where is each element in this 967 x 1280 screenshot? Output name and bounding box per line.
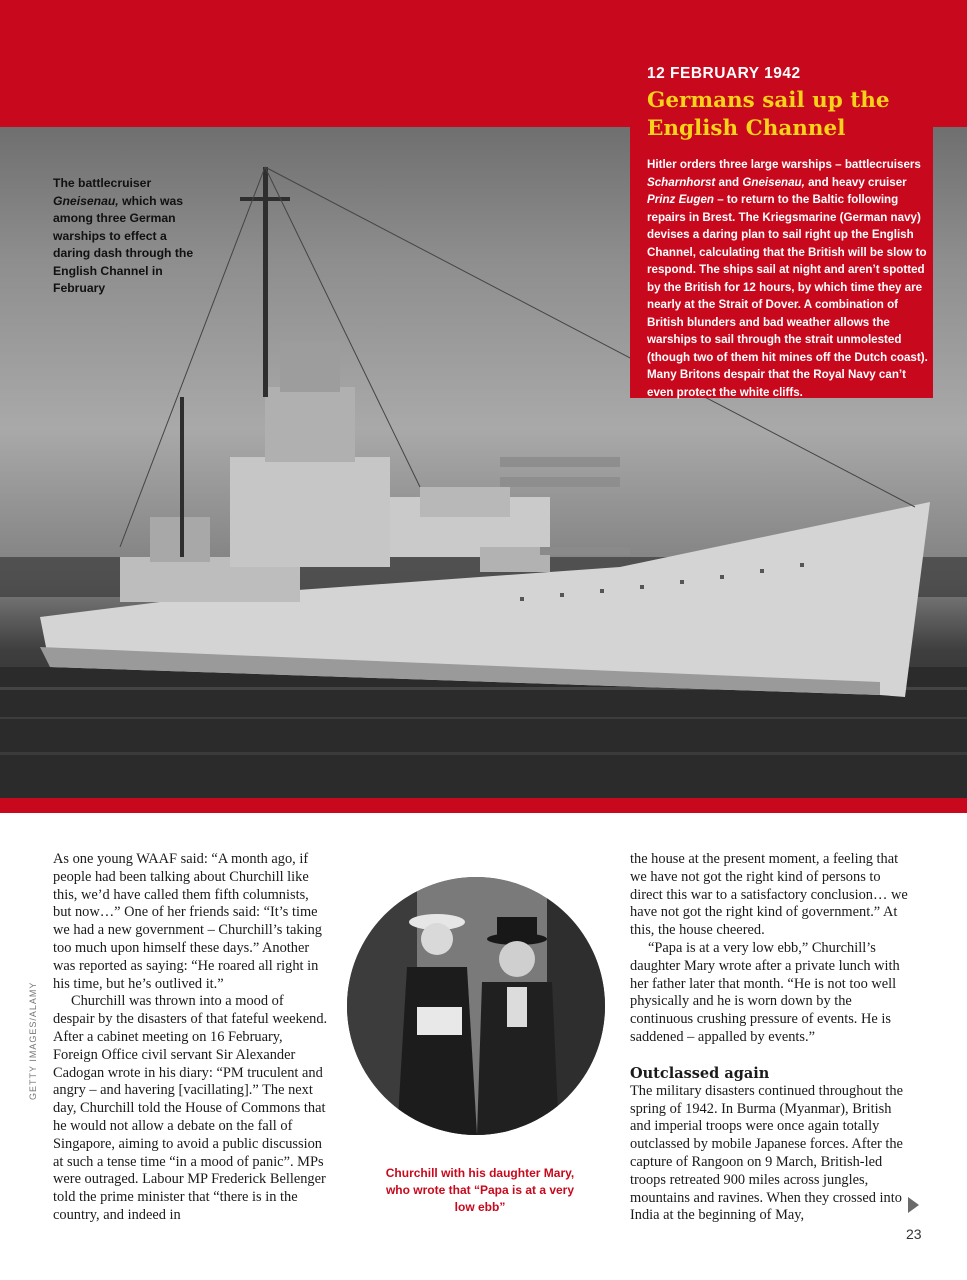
timeline-sidebar (630, 55, 933, 398)
body-paragraph: Churchill was thrown into a mood of despair by the disasters of that fateful weekend. After a cabinet meeting on 16 February, Foreign Office civil servant Sir Alexander Cadogan wrote in his diary: “PM truculent and angry – and havering [vacillating].” The next day, Churchill told the House of Commons that he would not allow a debate on the fall of Singapore, aiming to avoid a public discussion at such a tense time “in a mood of panic”. MPs were outraged. Labour MP Frederick Bellenger told the prime minister that “there is in the country, and indeed in (53, 993, 328, 1223)
right-column (630, 851, 910, 1225)
churchill-portrait (347, 877, 605, 1135)
body-paragraph: The military disasters continued throughout the spring of 1942. In Burma (Myanmar), British and imperial troops were once again totally outclassed by mobile Japanese forces. After the capture of Rangoon on 9 March, British-led troops retreated 900 miles across jungles, mountains and ravines. When they crossed into India at the beginning of May, (630, 1082, 903, 1224)
body-paragraph: “Papa is at a very low ebb,” Churchill’s daughter Mary wrote after a private lunch with her father later that month. “He is not too well physically and he is worn down by the continuous crushing pressure of events. He is saddened – appalled by events.” (630, 939, 900, 1045)
left-column (53, 851, 328, 1225)
sidebar-title: Germans sail up the English Channel (647, 88, 890, 141)
sidebar-date: 12 FEBRUARY 1942 (647, 65, 801, 82)
photo-caption: The battlecruiser Gneisenau, which was among three German warships to effect a daring dash through the English Channel in February (53, 176, 194, 295)
page-number: 23 (906, 1226, 922, 1242)
body-paragraph: the house at the present moment, a feeling that we have not got the right kind of persons to direct this war to a satisfactory conclusion… we have not got the right kind of government.” At this, the house cheered. (630, 851, 908, 939)
portrait-caption: Churchill with his daughter Mary, who wrote that “Papa is at a very low ebb” (385, 1166, 575, 1214)
portrait-illustration (347, 877, 605, 1135)
photo-credit: GETTY IMAGES/ALAMY (28, 981, 38, 1100)
sidebar-body: Hitler orders three large warships – battlecruisers Scharnhorst and Gneisenau, and heavy cruiser Prinz Eugen – to return to the Baltic following repairs in Brest. The Kriegsmarine (German navy) devises a daring plan to sail right up the English Channel, calculating that the British will be slow to respond. The ships sail at night and aren’t spotted by the British for 12 hours, by which time they are nearly at the Strait of Dover. A combination of British blunders and bad weather allows the warships to sail through the strait unmolested (though two of them hit mines off the Dutch coast). Many Britons despair that the Royal Navy can’t even protect the white cliffs. (647, 158, 928, 399)
continue-arrow-icon (908, 1197, 919, 1213)
section-subheading: Outclassed again (630, 1064, 770, 1082)
body-paragraph: As one young WAAF said: “A month ago, if people had been talking about Churchill like this, we’d have called them fifth columnists, but now…” One of her friends said: “It’s time we had a new government – Churchill’s taking too much upon himself these days.” Another was reported as saying: “He roared all right in his time, but he’s outlived it.” (53, 851, 322, 992)
